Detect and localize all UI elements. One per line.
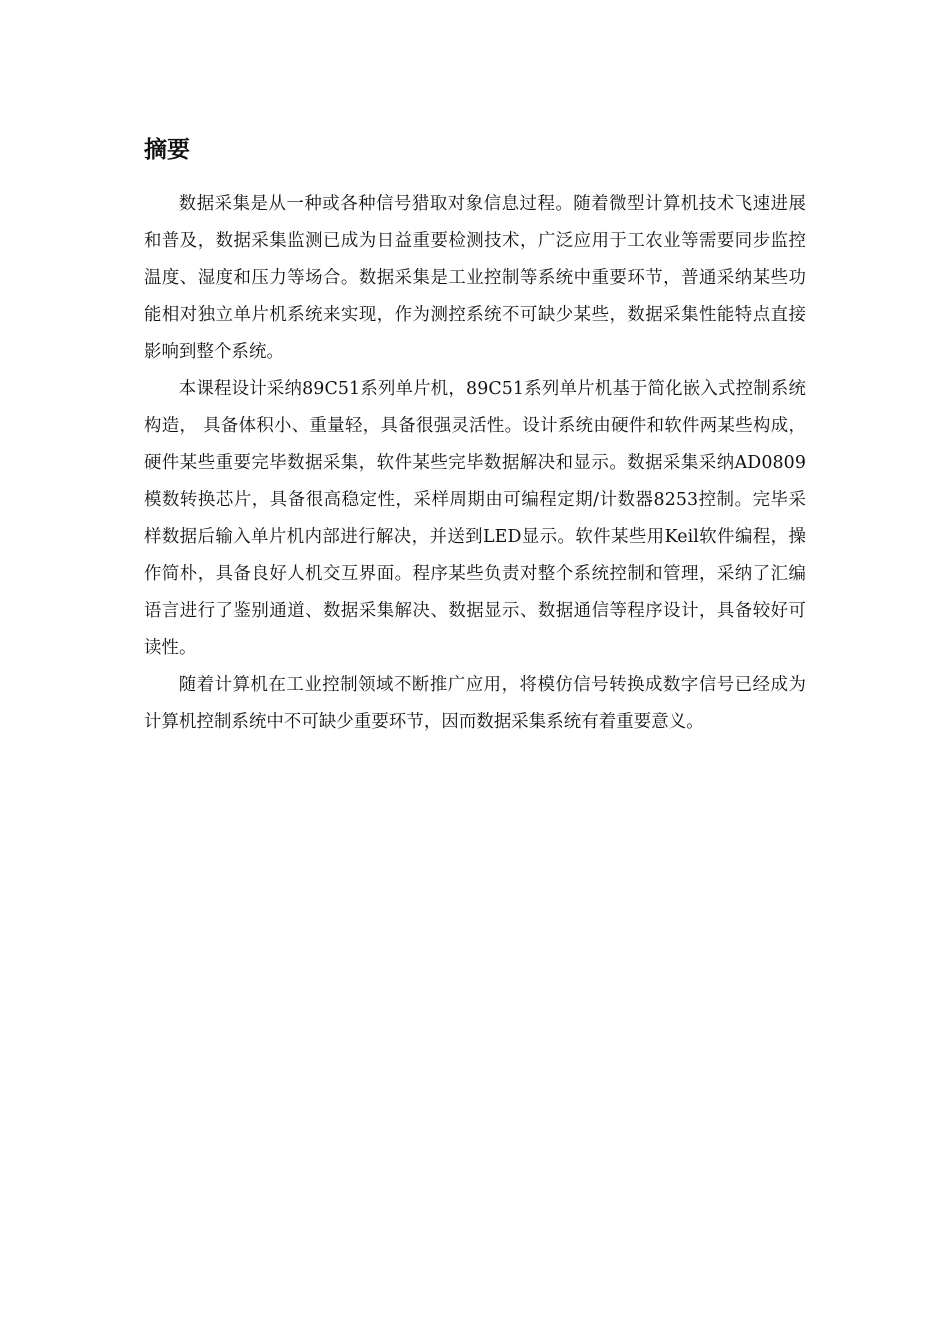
abstract-paragraph-3: 随着计算机在工业控制领域不断推广应用，将模仿信号转换成数字信号已经成为计算机控制系统中不可缺少重要环节，因而数据采集系统有着重要意义。 xyxy=(144,675,806,732)
abstract-paragraph-1: 数据采集是从一种或各种信号猎取对象信息过程。随着微型计算机技术飞速进展和普及，数据采集监测已成为日益重要检测技术，广泛应用于工农业等需要同步监控温度、湿度和压力等场合。数据采集是工业控制等系统中重要环节，普通采纳某些功能相对独立单片机系统来实现，作为测控系统不可缺少某些，数据采集性能特点直接影响到整个系统。 xyxy=(144,194,806,362)
abstract-body xyxy=(144,186,806,741)
abstract-title: 摘要 xyxy=(144,137,190,163)
abstract-paragraph-2: 本课程设计采纳89C51系列单片机，89C51系列单片机基于简化嵌入式控制系统构造， 具备体积小、重量轻，具备很强灵活性。设计系统由硬件和软件两某些构成，硬件某些重要完毕数据采集，软件某些完毕数据解决和显示。数据采集采纳AD0809模数转换芯片，具备很高稳定性，采样周期由可编程定期/计数器8253控制。完毕采样数据后输入单片机内部进行解决，并送到LED显示。软件某些用Keil软件编程，操作简朴，具备良好人机交互界面。程序某些负责对整个系统控制和管理，采纳了汇编语言进行了鉴别通道、数据采集解决、数据显示、数据通信等程序设计，具备较好可读性。 xyxy=(144,379,806,658)
